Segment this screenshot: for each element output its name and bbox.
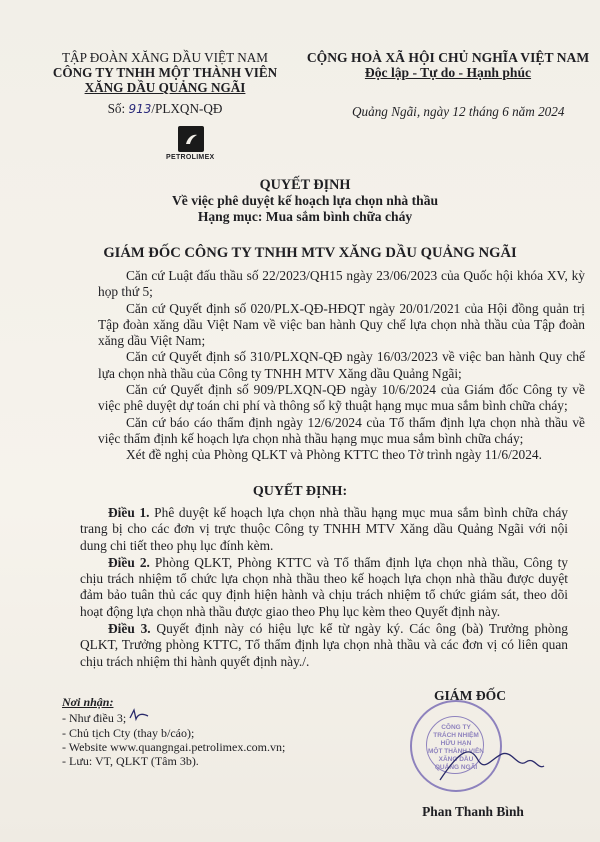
legal-bases (98, 268, 585, 464)
group-name: TẬP ĐOÀN XĂNG DẦU VIỆT NAM (62, 50, 268, 65)
signer-name: Phan Thanh Bình (422, 804, 524, 819)
issuing-authority: GIÁM ĐỐC CÔNG TY TNHH MTV XĂNG DẦU QUẢNG NGÃI (103, 245, 517, 261)
legal-basis: Căn cứ Quyết định số 909/PLXQN-QĐ ngày 10/6/2024 của Giám đốc Công ty về việc phê duyệt dự toán chi phí và thông số kỹ thuật hạng mục mua sắm bình chữa cháy; (98, 382, 585, 414)
article-2: Điều 2. Phòng QLKT, Phòng KTTC và Tổ thẩm định lựa chọn nhà thầu, Công ty chịu trách nhiệm tổ chức lựa chọn nhà thầu theo kế hoạch lựa chọn nhà thầu được duyệt đảm bảo tuân thủ các quy định hiện hành và chịu trách nhiệm tổ chức giám sát, theo dõi hoạt động lựa chọn nhà thầu được giao theo Phụ lục kèm theo Quyết định này. (80, 554, 568, 619)
recipients (62, 695, 362, 768)
national-title: CỘNG HOÀ XÃ HỘI CHỦ NGHĨA VIỆT NAM (306, 50, 590, 65)
initial-mark (128, 708, 152, 722)
recipient-item: - Như điều 3; (62, 711, 127, 726)
recipients-heading: Nơi nhận: (62, 695, 114, 709)
header-left (40, 50, 290, 117)
document-number: Số: 913/PLXQN-QĐ (107, 101, 223, 116)
logo-text: PETROLIMEX (166, 154, 215, 161)
articles (80, 505, 568, 671)
petrolimex-logo (166, 126, 215, 161)
company-name-line2: XĂNG DẦU QUẢNG NGÃI (84, 80, 246, 95)
national-motto: Độc lập - Tự do - Hạnh phúc (364, 65, 532, 80)
document-category: Hạng mục: Mua sắm bình chữa cháy (197, 209, 413, 224)
header-right (300, 50, 596, 80)
company-name: CÔNG TY TNHH MỘT THÀNH VIÊN (52, 65, 278, 80)
legal-basis: Căn cứ báo cáo thẩm định ngày 12/6/2024 của Tổ thẩm định lựa chọn nhà thầu về việc thẩm định kế hoạch lựa chọn nhà thầu hạng mục mua sắm bình chữa cháy; (98, 414, 585, 446)
legal-basis: Căn cứ Quyết định số 310/PLXQN-QĐ ngày 16/03/2023 về việc ban hành Quy chế lựa chọn nhà thầu của Công ty TNHH MTV Xăng dầu Quảng Ngãi; (98, 349, 585, 381)
legal-basis: Căn cứ Luật đấu thầu số 22/2023/QH15 ngày 23/06/2023 của Quốc hội khóa XV, kỳ họp thứ 5; (98, 268, 585, 300)
handwritten-number: 913 (128, 102, 152, 116)
handwritten-signature (430, 740, 550, 790)
document-subject: Về việc phê duyệt kế hoạch lựa chọn nhà thầu (171, 193, 439, 208)
title-block (60, 177, 550, 225)
stamp-text: CÔNG TY TRÁCH NHIỆM HỮU HẠN MỘT THÀNH VIÊN XĂNG DẦU QUẢNG NGÃI (428, 724, 484, 771)
legal-basis: Xét đề nghị của Phòng QLKT và Phòng KTTC theo Tờ trình ngày 11/6/2024. (126, 447, 542, 463)
legal-basis: Căn cứ Quyết định số 020/PLX-QĐ-HĐQT ngày 20/01/2021 của Hội đồng quản trị Tập đoàn xăng dầu Việt Nam về việc ban hành Quy chế lựa chọn nhà thầu của Tập đoàn xăng dầu Việt Nam; (98, 300, 585, 349)
article-1: Điều 1. Phê duyệt kế hoạch lựa chọn nhà thầu hạng mục mua sắm bình chữa cháy trang bị cho các đơn vị trực thuộc Công ty TNHH MTV Xăng dầu Quảng Ngãi với nội dung chi tiết theo phụ lục đính kèm. (80, 505, 568, 553)
recipient-item: - Website www.quangngai.petrolimex.com.vn; (62, 739, 286, 754)
document-date: Quảng Ngãi, ngày 12 tháng 6 năm 2024 (352, 104, 565, 119)
signer-title: GIÁM ĐỐC (433, 688, 507, 703)
document-title: QUYẾT ĐỊNH (259, 177, 351, 193)
article-3: Điều 3. Quyết định này có hiệu lực kể từ ngày ký. Các ông (bà) Trưởng phòng QLKT, Trưởng phòng KTTC, Tổ thẩm định lựa chọn nhà thầu và các đơn vị có liên quan chịu trách nhiệm thi hành quyết định này./. (80, 621, 568, 669)
decision-heading: QUYẾT ĐỊNH: (252, 484, 348, 499)
recipient-item: - Chủ tịch Cty (thay b/cáo); (62, 725, 195, 740)
logo-icon (178, 126, 204, 152)
recipient-item: - Lưu: VT, QLKT (Tâm 3b). (62, 754, 199, 769)
